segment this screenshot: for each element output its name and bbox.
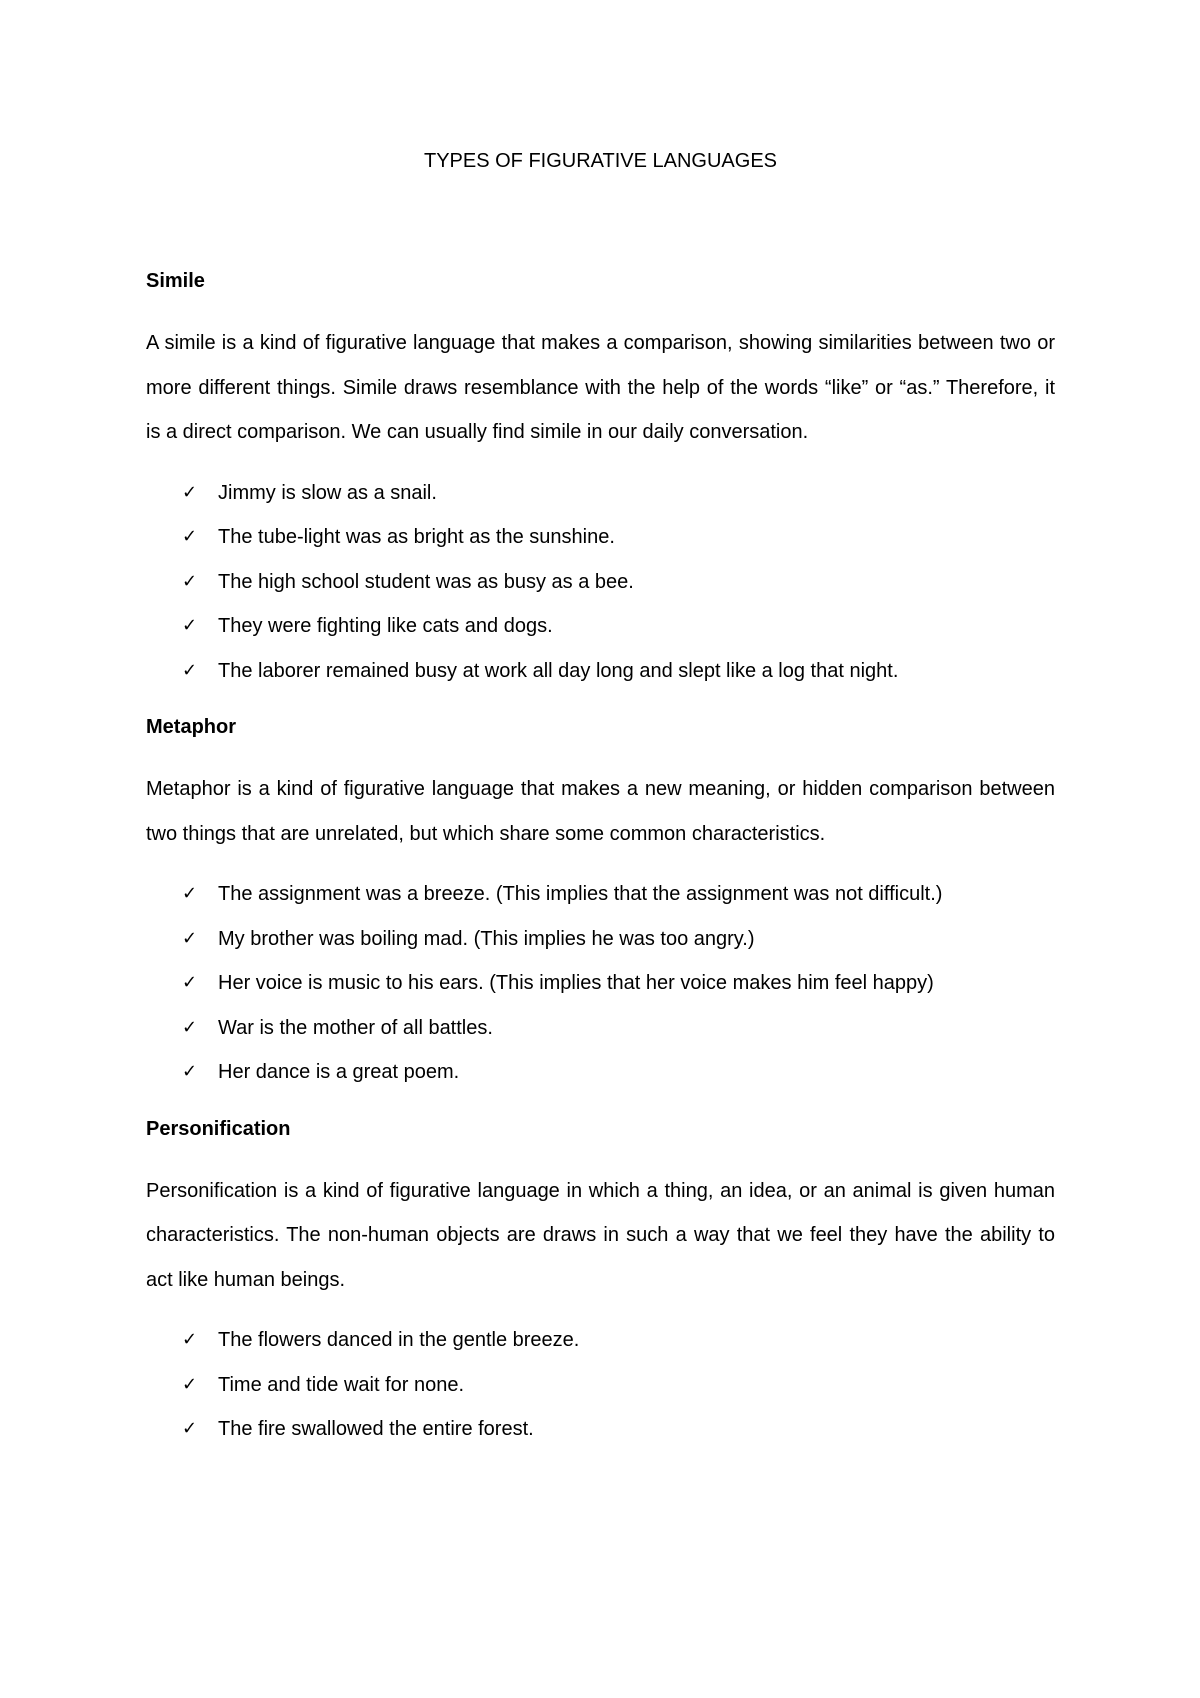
section-paragraph-simile: A simile is a kind of figurative language that makes a comparison, showing similarities between two or more different things. Simile draws resemblance with the help of the words “like” or “as.” Therefore, it is a direct comparison. We can usually find simile in our daily conversation. [146, 332, 1055, 443]
example-list-simile [146, 471, 1055, 694]
example-list-personification [146, 1318, 1055, 1452]
checkmark-icon: ✓ [182, 1016, 198, 1038]
section-paragraph-personification: Personification is a kind of figurative language in which a thing, an idea, or an animal is given human characteristics. The non-human objects are draws in such a way that we feel they have the ability to act like human beings. [146, 1179, 1055, 1291]
example-text: They were fighting like cats and dogs. [218, 615, 553, 637]
list-item [146, 1363, 1055, 1408]
example-text: Time and tide wait for none. [218, 1373, 465, 1396]
checkmark-icon: ✓ [182, 659, 198, 681]
example-text: The high school student was as busy as a bee. [218, 570, 634, 593]
checkmark-icon: ✓ [182, 1329, 198, 1350]
document-title: TYPES OF FIGURATIVE LANGUAGES [423, 150, 778, 172]
list-item [146, 471, 1055, 516]
checkmark-icon: ✓ [182, 1061, 198, 1082]
example-text: Her voice is music to his ears. (This implies that her voice makes him feel happy) [218, 972, 934, 994]
list-item [146, 917, 1055, 962]
checkmark-icon: ✓ [182, 1418, 198, 1439]
list-item [146, 1407, 1055, 1452]
checkmark-icon: ✓ [182, 526, 198, 547]
checkmark-icon: ✓ [182, 972, 198, 993]
example-text: The flowers danced in the gentle breeze. [218, 1329, 580, 1351]
example-text: The assignment was a breeze. (This implies that the assignment was not difficult.) [218, 883, 943, 905]
list-item [146, 515, 1055, 560]
section-paragraph-metaphor: Metaphor is a kind of figurative language that makes a new meaning, or hidden comparison between two things that are unrelated, but which share some common characteristics. [146, 778, 1055, 845]
section-heading-metaphor: Metaphor [146, 716, 236, 738]
list-item [146, 1050, 1055, 1095]
checkmark-icon: ✓ [182, 927, 198, 949]
checkmark-icon: ✓ [182, 481, 198, 503]
section-heading-personification: Personification [146, 1117, 291, 1140]
list-item [146, 1006, 1055, 1051]
example-list-metaphor [146, 872, 1055, 1095]
example-text: War is the mother of all battles. [218, 1016, 493, 1039]
example-text: Her dance is a great poem. [218, 1061, 460, 1083]
list-item [146, 872, 1055, 917]
example-text: Jimmy is slow as a snail. [218, 481, 437, 504]
list-item [146, 1318, 1055, 1363]
checkmark-icon: ✓ [182, 883, 198, 904]
checkmark-icon: ✓ [182, 1373, 198, 1395]
list-item [146, 961, 1055, 1006]
list-item [146, 560, 1055, 605]
checkmark-icon: ✓ [182, 615, 198, 636]
list-item [146, 604, 1055, 649]
example-text: The fire swallowed the entire forest. [218, 1418, 534, 1440]
list-item [146, 649, 1055, 694]
example-text: The tube-light was as bright as the sunshine. [218, 526, 615, 548]
example-text: My brother was boiling mad. (This implies he was too angry.) [218, 927, 755, 950]
section-heading-simile: Simile [146, 270, 205, 292]
checkmark-icon: ✓ [182, 570, 198, 592]
example-text: The laborer remained busy at work all day long and slept like a log that night. [218, 659, 899, 682]
